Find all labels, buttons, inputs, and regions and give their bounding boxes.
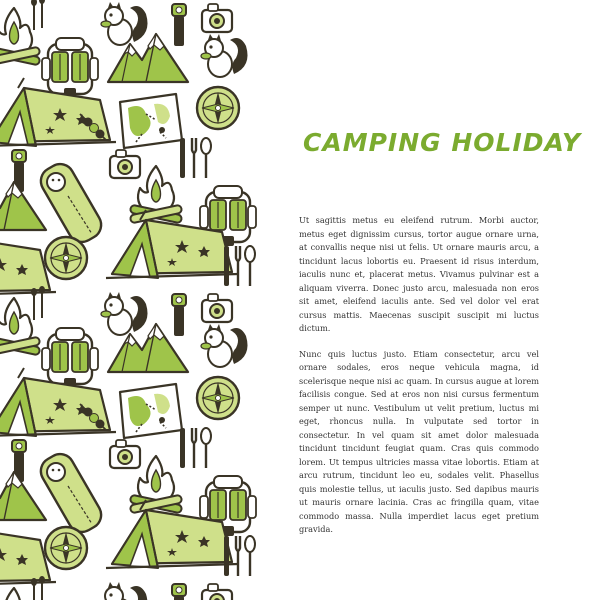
text-panel <box>299 128 582 537</box>
camping-doodle-pattern <box>0 0 262 600</box>
body-paragraph-2: Nunc quis luctus justo. Etiam consectetur, arcu vel ornare sodales, eros neque vehicula magna, id scelerisque neque nisi ac quam. In cursus augue at lorem facilisis congue. Sed at eros non nisi cursus fermentum semper ut nunc. Vestibulum ut velit pretium, luctus mi eget, rhoncus nulla. In vulputate sed tortor in consectetur. In vel quam sit amet dolor malesuada tincidunt tincidunt feugiat quam. Cras quis commodo lorem. Ut tempus ultricies massa vitae lobortis. Etiam at arcu rutrum, tincidunt leo eu, sodales velit. Phasellus quis molestie tellus, ut iaculis justo. Sed dapibus mauris ut mauris ornare lacinia. Cras ac fringilla quam, vitae commodo massa. Nulla imperdiet lacus eget pretium gravida. <box>299 348 539 534</box>
body-paragraph-1: Ut sagittis metus eu eleifend rutrum. Morbi auctor, metus eget dignissim cursus, tortor augue ornare urna, at convallis neque nisi ut felis. Ut ornare mauris arcu, a tincidunt lacus lobortis eu. Praesent id risus interdum, iaculis nunc et, placerat metus. Vivamus pulvinar est a aliquam viverra. Donec justo arcu, malesuada non eros sit amet, eleifend iaculis ante. Sed vel dolor vel erat cursus mattis. Maecenas suscipit suscipit mi luctus dictum. <box>299 215 539 333</box>
page-title: CAMPING HOLIDAY <box>303 128 582 157</box>
